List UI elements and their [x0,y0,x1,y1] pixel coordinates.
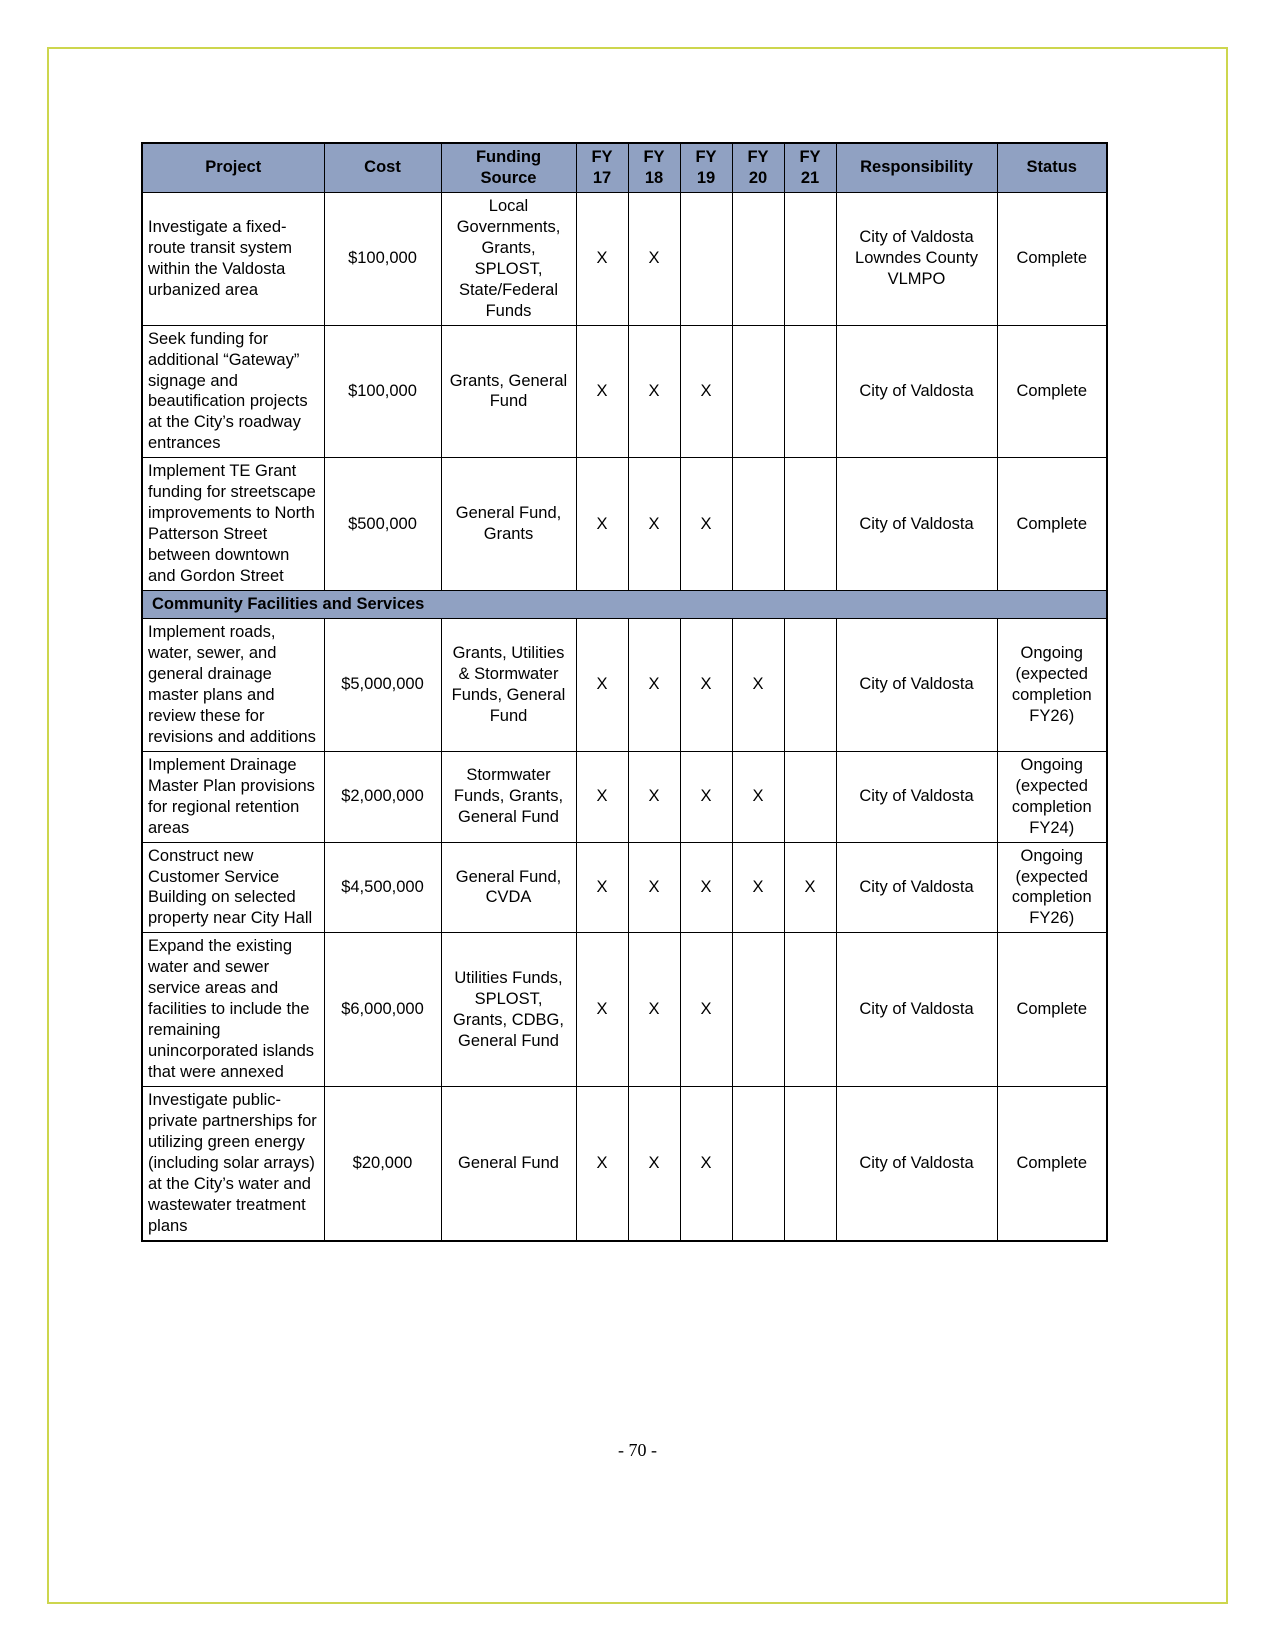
cell-responsibility: City of Valdosta [836,1087,997,1241]
cell-status: Complete [997,933,1107,1087]
cell-funding-source: Stormwater Funds, Grants, General Fund [441,751,576,842]
cell-status: Ongoing (expected completion FY26) [997,842,1107,933]
cell-status: Ongoing (expected completion FY24) [997,751,1107,842]
cell-cost: $100,000 [324,192,441,325]
cell-fy17: X [576,751,628,842]
cell-fy20: X [732,619,784,752]
cell-cost: $100,000 [324,325,441,458]
cell-responsibility: City of Valdosta [836,619,997,752]
table-body [142,192,1107,1240]
cell-responsibility: City of Valdosta [836,933,997,1087]
cell-project-name: Investigate public-private partnerships for utilizing green energy (including solar arrays) at the City’s water and wastewater treatment plans [142,1087,324,1241]
cell-fy20: X [732,751,784,842]
cell-fy18: X [628,458,680,591]
cell-project-name: Seek funding for additional “Gateway” signage and beautification projects at the City’s roadway entrances [142,325,324,458]
cell-funding-source: Grants, General Fund [441,325,576,458]
cell-cost: $500,000 [324,458,441,591]
cell-status: Complete [997,1087,1107,1241]
cell-funding-source: Local Governments, Grants, SPLOST, State/Federal Funds [441,192,576,325]
cell-fy20 [732,325,784,458]
page-frame [47,47,1228,1604]
cell-fy18: X [628,933,680,1087]
column-header-fy18: FY 18 [628,143,680,192]
cell-project-name: Construct new Customer Service Building on selected property near City Hall [142,842,324,933]
cell-project-name: Implement roads, water, sewer, and general drainage master plans and review these for revisions and additions [142,619,324,752]
column-header-fy21: FY 21 [784,143,836,192]
table-header-row [142,143,1107,192]
cell-fy18: X [628,619,680,752]
column-header-fy17: FY 17 [576,143,628,192]
column-header-funding-source [441,143,576,192]
cell-fy21 [784,1087,836,1241]
cell-project-name: Implement Drainage Master Plan provisions for regional retention areas [142,751,324,842]
page-content [49,49,1226,1602]
cell-fy17: X [576,842,628,933]
funding-source-line1: Funding [475,148,542,166]
cell-fy18: X [628,192,680,325]
table-row [142,325,1107,458]
cell-fy20 [732,458,784,591]
cell-project-name: Investigate a fixed-route transit system within the Valdosta urbanized area [142,192,324,325]
cell-responsibility: City of Valdosta [836,458,997,591]
cell-responsibility: City of Valdosta [836,751,997,842]
section-title: Community Facilities and Services [142,591,1107,619]
cell-fy21 [784,619,836,752]
table-header [142,143,1107,192]
cell-fy18: X [628,842,680,933]
cell-fy18: X [628,1087,680,1241]
cell-funding-source: General Fund, Grants [441,458,576,591]
cell-responsibility: City of Valdosta [836,325,997,458]
cell-fy17: X [576,325,628,458]
table-row [142,458,1107,591]
cell-cost: $6,000,000 [324,933,441,1087]
cell-fy17: X [576,458,628,591]
cell-status: Ongoing (expected completion FY26) [997,619,1107,752]
cell-fy19: X [680,619,732,752]
cell-fy17: X [576,619,628,752]
cell-responsibility: City of Valdosta [836,842,997,933]
cell-project-name: Implement TE Grant funding for streetscape improvements to North Patterson Street between downtown and Gordon Street [142,458,324,591]
cell-fy19: X [680,933,732,1087]
table-section-row [142,591,1107,619]
column-header-status: Status [997,143,1107,192]
cell-fy19: X [680,751,732,842]
column-header-fy19: FY 19 [680,143,732,192]
cell-status: Complete [997,325,1107,458]
cell-fy17: X [576,933,628,1087]
implementation-program-table [141,142,1108,1242]
cell-fy21 [784,458,836,591]
column-header-fy20: FY 20 [732,143,784,192]
cell-fy21 [784,751,836,842]
cell-fy20 [732,1087,784,1241]
cell-fy19: X [680,325,732,458]
table-row [142,751,1107,842]
cell-funding-source: General Fund, CVDA [441,842,576,933]
cell-cost: $5,000,000 [324,619,441,752]
cell-funding-source: General Fund [441,1087,576,1241]
page-number: - 70 - [618,1440,657,1460]
cell-cost: $20,000 [324,1087,441,1241]
table-row [142,192,1107,325]
column-header-responsibility: Responsibility [836,143,997,192]
table-row [142,842,1107,933]
cell-cost: $2,000,000 [324,751,441,842]
table-row [142,619,1107,752]
table-row [142,933,1107,1087]
cell-funding-source: Grants, Utilities & Stormwater Funds, General Fund [441,619,576,752]
cell-cost: $4,500,000 [324,842,441,933]
column-header-cost: Cost [324,143,441,192]
cell-status: Complete [997,192,1107,325]
cell-fy17: X [576,1087,628,1241]
cell-fy17: X [576,192,628,325]
cell-fy19: X [680,842,732,933]
funding-source-line2: Source [480,168,537,187]
column-header-project: Project [142,143,324,192]
cell-funding-source: Utilities Funds, SPLOST, Grants, CDBG, General Fund [441,933,576,1087]
implementation-table-container [141,142,1092,1242]
cell-fy20: X [732,842,784,933]
cell-status: Complete [997,458,1107,591]
cell-fy21 [784,933,836,1087]
cell-fy19: X [680,1087,732,1241]
cell-fy20 [732,933,784,1087]
cell-fy21 [784,325,836,458]
cell-responsibility: City of Valdosta Lowndes County VLMPO [836,192,997,325]
cell-fy20 [732,192,784,325]
cell-fy19 [680,192,732,325]
cell-fy19: X [680,458,732,591]
cell-fy18: X [628,325,680,458]
cell-fy21: X [784,842,836,933]
cell-fy21 [784,192,836,325]
cell-fy18: X [628,751,680,842]
table-row [142,1087,1107,1241]
cell-project-name: Expand the existing water and sewer service areas and facilities to include the remaining unincorporated islands that were annexed [142,933,324,1087]
